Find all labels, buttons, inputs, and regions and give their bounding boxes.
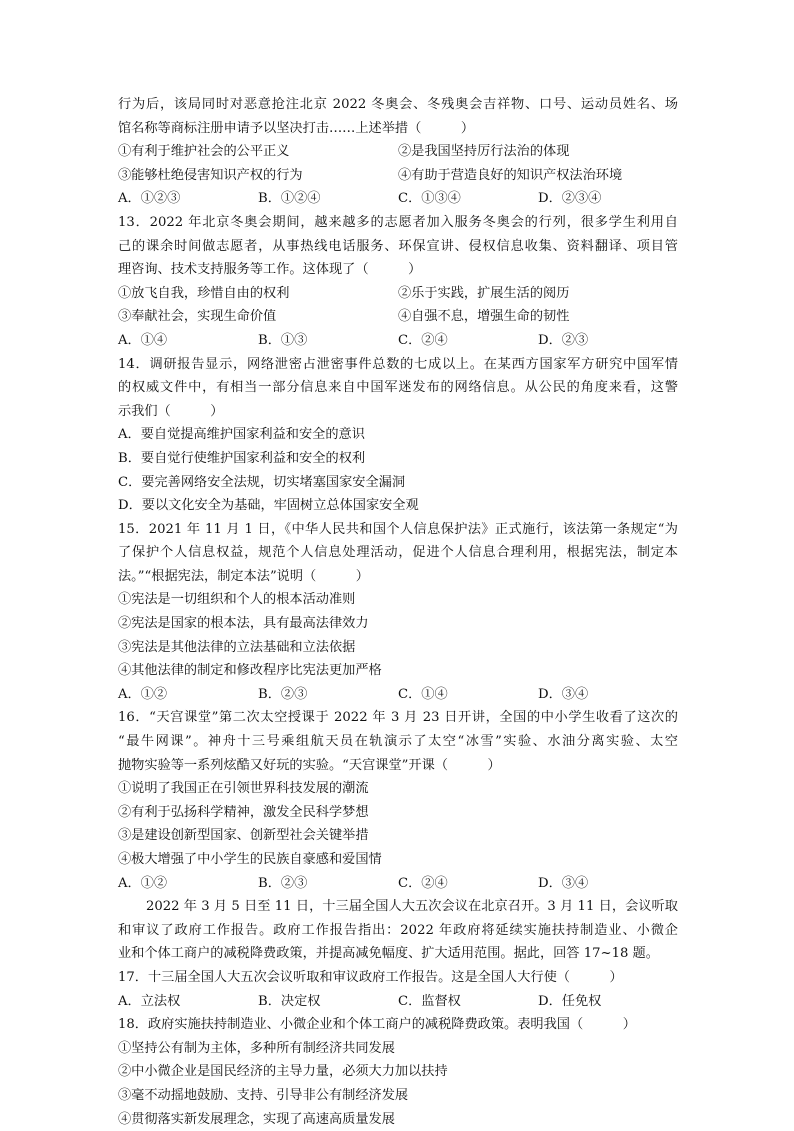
choice-b: B．要自觉行使维护国家利益和安全的权利 <box>118 450 366 466</box>
choice-d: D．要以文化安全为基础，牢固树立总体国家安全观 <box>118 498 419 514</box>
statement-row <box>118 140 678 164</box>
choice-c: C．①④ <box>398 686 448 702</box>
question-stem-line: 15．2021 年 11 月 1 日，《中华人民共和国个人信息保护法》正式施行，该法第一条规定“为 <box>118 521 678 537</box>
statement-3: ③是建设创新型国家、创新型社会关键举措 <box>118 828 369 844</box>
statement-1: ①说明了我国正在引领世界科技发展的潮流 <box>118 781 369 797</box>
choice-row <box>118 187 678 211</box>
choice-c: C．监督权 <box>398 993 461 1009</box>
material-line: 业和个体工商户的减税降费政策，并提高减免幅度、扩大适用范围。据此，回答 17~18 题。 <box>118 946 659 962</box>
statement-4: ④其他法律的制定和修改程序比宪法更加严格 <box>118 663 382 679</box>
choice-d: D．②③ <box>538 332 589 348</box>
statement-4: ④自强不息，增强生命的韧性 <box>398 309 570 325</box>
choice-row <box>118 990 678 1014</box>
question-stem-line: 18．政府实施扶持制造业、小微企业和个体工商户的减税降费政策。表明我国（ ） <box>118 1017 636 1033</box>
question-stem-line: 法。”“根据宪法，制定本法”说明（ ） <box>118 568 369 584</box>
question-stem-line: 16．“天宫课堂”第二次太空授课于 2022 年 3 月 23 日开讲，全国的中小学生收看了这次的 <box>118 710 678 726</box>
question-stem-line: 抛物实验等一系列炫酷又好玩的实验。“天宫课堂”开课（ ） <box>118 757 501 773</box>
material-passage <box>118 895 678 966</box>
statement-2: ②有利于弘扬科学精神，激发全民科学梦想 <box>118 804 369 820</box>
statement-1: ①有利于维护社会的公平正义 <box>118 144 290 160</box>
exam-content <box>118 93 678 1131</box>
question-stem-line: 14．调研报告显示，网络泄密占泄密事件总数的七成以上。在某西方国家军方研究中国军情 <box>118 356 678 372</box>
choice-d: D．②③④ <box>538 191 602 207</box>
question-stem-line: 理咨询、技术支持服务等工作。这体现了（ ） <box>118 262 422 278</box>
statement-2: ②宪法是国家的根本法，具有最高法律效力 <box>118 616 369 632</box>
choice-a: A．①②③ <box>118 191 181 207</box>
choice-c: C．①③④ <box>398 191 461 207</box>
statement-3: ③奉献社会，实现生命价值 <box>118 309 277 325</box>
material-line: 2022 年 3 月 5 日至 11 日，十三届全国人大五次会议在北京召开。3 月 11 日，会议听取 <box>146 899 678 915</box>
question-stem-line: 13．2022 年北京冬奥会期间，越来越多的志愿者加入服务冬奥会的行列，很多学生利用自 <box>118 214 678 230</box>
choice-c: C．要完善网络安全法规，切实堵塞国家安全漏洞 <box>118 474 406 490</box>
statement-1: ①宪法是一切组织和个人的根本活动准则 <box>118 592 356 608</box>
statement-3: ③宪法是其他法律的立法基础和立法依据 <box>118 639 356 655</box>
statement-row <box>118 305 678 329</box>
choice-row <box>118 872 678 896</box>
statement-1: ①放飞自我，珍惜自由的权利 <box>118 285 290 301</box>
statement-3: ③能够杜绝侵害知识产权的行为 <box>118 167 303 183</box>
choice-c: C．②④ <box>398 875 448 891</box>
question-stem-line: 17．十三届全国人大五次会议听取和审议政府工作报告。这是全国人大行使（ ） <box>118 969 623 985</box>
choice-d: D．③④ <box>538 875 589 891</box>
choice-a: A．要自觉提高维护国家利益和安全的意识 <box>118 427 365 443</box>
choice-b: B．①③ <box>258 332 308 348</box>
choice-a: A．①② <box>118 875 168 891</box>
question-18 <box>118 1013 678 1131</box>
choice-b: B．①②④ <box>258 191 321 207</box>
question-stem-line: 己的课余时间做志愿者，从事热线电话服务、环保宣讲、侵权信息收集、资料翻译、项目管 <box>118 238 678 254</box>
choice-row <box>118 683 678 707</box>
question-stem-line: 示我们（ ） <box>118 403 224 419</box>
choice-d: D．③④ <box>538 686 589 702</box>
statement-row <box>118 282 678 306</box>
choice-row <box>118 329 678 353</box>
material-line: 和审议了政府工作报告。政府工作报告指出：2022 年政府将延续实施扶持制造业、小微企 <box>118 922 678 938</box>
choice-b: B．决定权 <box>258 993 321 1009</box>
choice-a: A．①④ <box>118 332 168 348</box>
statement-4: ④贯彻落实新发展理念，实现了高速高质量发展 <box>118 1111 395 1127</box>
question-stem-line: 的权威文件中，有相当一部分信息来自中国军迷发布的网络信息。从公民的角度来看，这警 <box>118 380 678 396</box>
question-12 <box>118 93 678 211</box>
statement-2: ②乐于实践，扩展生活的阅历 <box>398 285 570 301</box>
choice-a: A．①② <box>118 686 168 702</box>
question-14 <box>118 353 678 518</box>
statement-4: ④极大增强了中小学生的民族自豪感和爱国情 <box>118 852 382 867</box>
question-stem-line: 了保护个人信息权益，规范个人信息处理活动，促进个人信息合理利用，根据宪法，制定本 <box>118 545 678 561</box>
choice-b: B．②③ <box>258 686 308 702</box>
choice-c: C．②④ <box>398 332 448 348</box>
statement-2: ②中小微企业是国民经济的主导力量，必须大力加以扶持 <box>118 1064 448 1080</box>
question-stem-line: 馆名称等商标注册申请予以坚决打击……上述举措（ ） <box>118 120 475 136</box>
choice-a: A．立法权 <box>118 993 181 1009</box>
statement-row <box>118 164 678 188</box>
question-16 <box>118 706 678 895</box>
question-15 <box>118 518 678 707</box>
choice-b: B．②③ <box>258 875 308 891</box>
question-13 <box>118 211 678 353</box>
question-stem-line: 行为后，该局同时对恶意抢注北京 2022 冬奥会、冬残奥会吉祥物、口号、运动员姓名、场 <box>118 97 678 112</box>
statement-1: ①坚持公有制为主体，多种所有制经济共同发展 <box>118 1040 395 1056</box>
question-17 <box>118 966 678 1013</box>
statement-4: ④有助于营造良好的知识产权法治环境 <box>398 167 623 183</box>
choice-d: D．任免权 <box>538 993 602 1009</box>
question-stem-line: “最牛网课”。神舟十三号乘组航天员在轨演示了太空“冰雪”实验、水油分离实验、太空 <box>118 734 678 750</box>
statement-3: ③毫不动摇地鼓励、支持、引导非公有制经济发展 <box>118 1087 409 1103</box>
statement-2: ②是我国坚持厉行法治的体现 <box>398 144 570 160</box>
